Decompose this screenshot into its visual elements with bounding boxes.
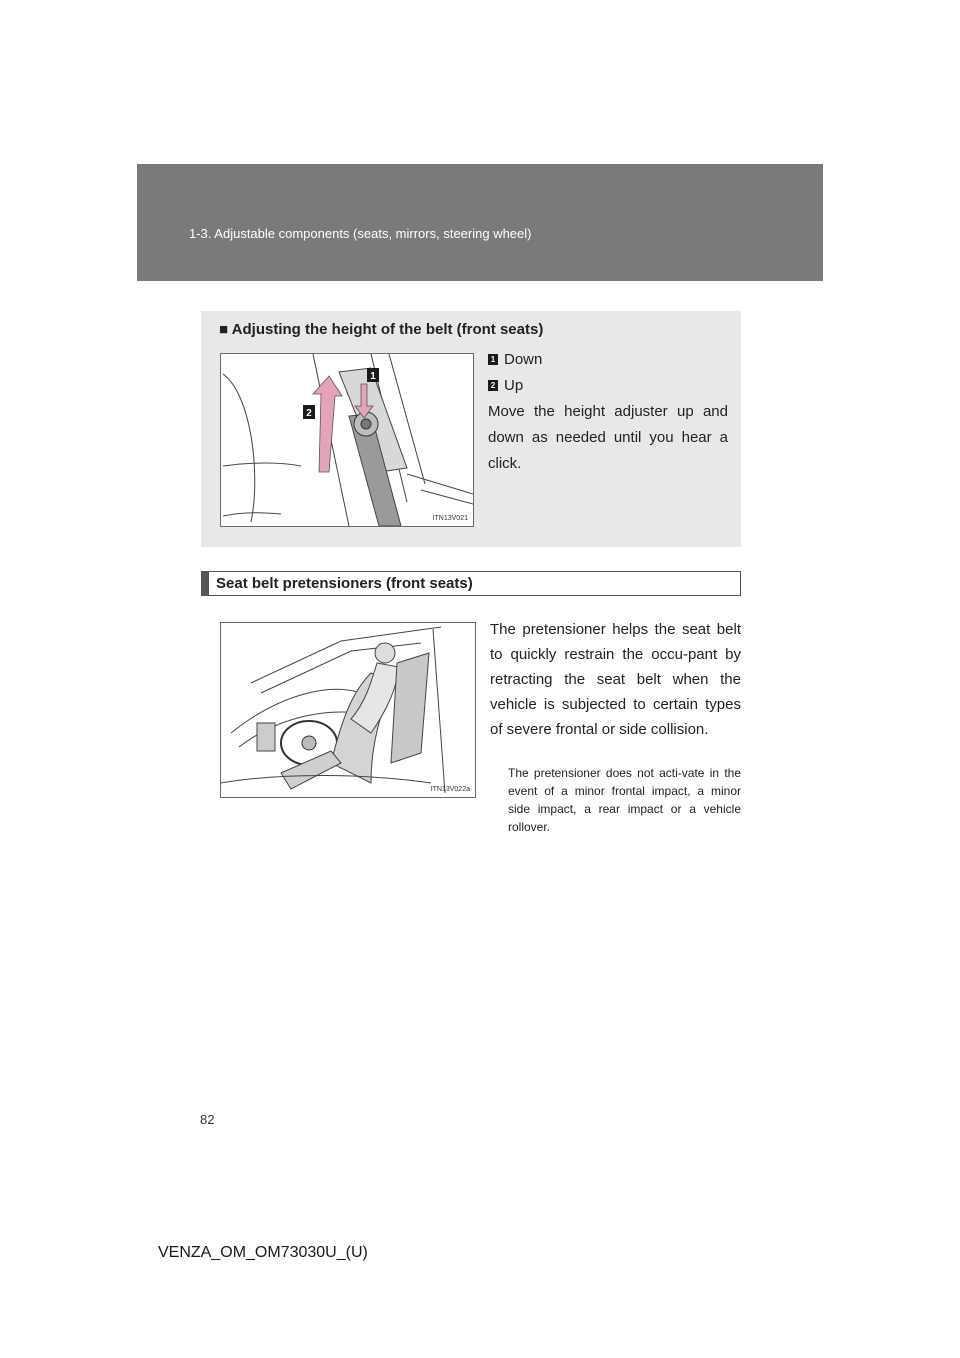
belt-height-box xyxy=(201,311,741,547)
section-heading: Seat belt pretensioners (front seats) xyxy=(216,575,473,592)
pretensioner-illustration xyxy=(220,622,476,798)
pretensioner-description: The pretensioner helps the seat belt to quickly restrain the occu-pant by retracting the seat belt when the vehicle is subjected to certain types of severe frontal or side collision. xyxy=(490,621,741,738)
belt-adjuster-drawing xyxy=(221,354,473,526)
legend-item-down xyxy=(488,351,542,368)
number-badge: 1 xyxy=(488,354,498,365)
header-band xyxy=(137,164,823,281)
document-code: VENZA_OM_OM73030U_(U) xyxy=(158,1244,368,1261)
legend-item-up xyxy=(488,377,523,394)
heading-marker xyxy=(202,572,209,595)
belt-height-title: ■ Adjusting the height of the belt (front seats) xyxy=(219,321,544,338)
belt-height-illustration xyxy=(220,353,474,527)
svg-text:1: 1 xyxy=(370,371,376,382)
number-badge: 2 xyxy=(488,380,498,391)
adjust-instruction: Move the height adjuster up and down as needed until you hear a click. xyxy=(488,403,728,472)
cabin-drawing xyxy=(221,623,475,797)
section-title: 1-3. Adjustable components (seats, mirrors, steering wheel) xyxy=(189,226,532,241)
legend-label: Down xyxy=(504,351,543,368)
pretensioner-note: The pretensioner does not acti-vate in the event of a minor frontal impact, a minor side impact, a rear impact or a vehicle rollover. xyxy=(508,766,741,834)
figure-code: ITN13V022a xyxy=(430,786,470,793)
section-heading-bar xyxy=(201,571,741,596)
page-number: 82 xyxy=(200,1112,215,1127)
figure-code: ITN13V021 xyxy=(432,515,468,522)
legend-label: Up xyxy=(504,377,524,394)
svg-text:2: 2 xyxy=(306,408,312,419)
